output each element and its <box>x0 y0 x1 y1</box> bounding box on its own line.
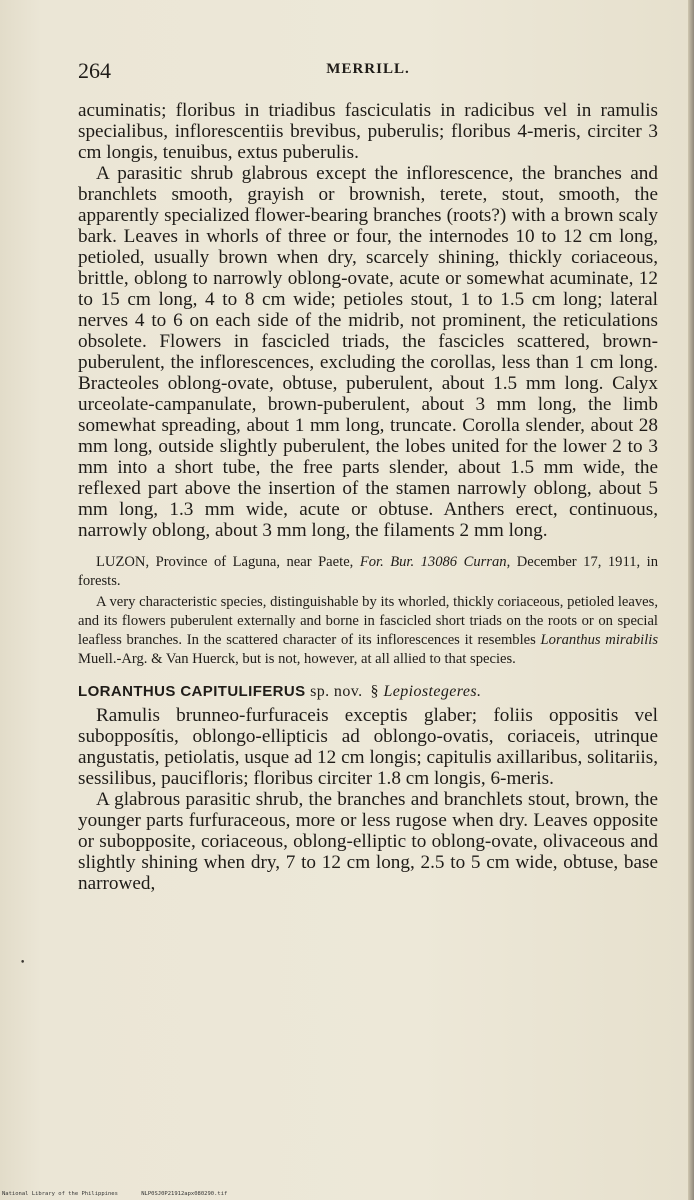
section-name: Lepiostegeres. <box>383 683 482 700</box>
specimen-collection: For. Bur. 13086 Curran <box>359 554 507 570</box>
margin-mark-icon: • <box>20 958 26 968</box>
scan-footer <box>2 1191 422 1197</box>
latin-diagnosis-continued: acuminatis; floribus in triadibus fasciculatis in radicibus vel in ramulis specialibus, inflorescentiis brevibus, puberulis; floribus 4-meris, circiter 3 cm longis, tenuibus, extus puberulis. <box>78 100 658 163</box>
note-species-name: Loranthus mirabilis <box>540 632 659 648</box>
specimen-locality: , Province of Laguna, near Paete, <box>145 554 360 570</box>
species-description: A parasitic shrub glabrous except the inflorescence, the branches and branchlets smooth, grayish or brownish, terete, stout, smooth, the apparently specialized flower-bearing branches (roots?) with a brown scaly bark. Leaves in whorls of three or four, the internodes 10 to 12 cm long, petioled, usually brown when dry, scarcely shining, thickly coriaceous, brittle, oblong to narrowly oblong-ovate, acute or somewhat acuminate, 12 to 15 cm long, 4 to 8 cm wide; petioles stout, 1 to 1.5 cm long; lateral nerves 4 to 6 on each side of the midrib, not prominent, the reticulations obsolete. Flowers in fascicled triads, the fascicles scattered, brown-puberulent, the inflorescences, excluding the corollas, less than 1 cm long. Bracteoles oblong-ovate, obtuse, puberulent, about 1.5 mm long. Calyx urceolate-campanulate, brown-puberulent, about 3 mm long, the limb somewhat spreading, about 1 mm long, truncate. Corolla slender, about 28 mm long, outside slightly puberulent, the lobes united for the lower 2 to 3 mm into a short tube, the free parts slender, about 1.5 mm wide, the reflexed part above the insertion of the stamen narrowly oblong, about 5 mm long, 1.3 mm wide, acute or obtuse. Anthers erect, continuous, narrowly oblong, about 3 mm long, the filaments 2 mm long. <box>78 163 658 541</box>
footer-file: NLP0SJ0P21912apx080290.tif <box>141 1191 228 1197</box>
note-text-1: A very characteristic species, distinguishable by its whorled, thickly coriaceous, petioled leaves, and its flowers puberulent externally and borne in fascicled short triads on the roots or on special leafless branches. In the scattered character of its inflorescences it resembles <box>78 594 658 648</box>
note-text-2: Muell.-Arg. & Van Huerck, but is not, however, at all allied to that species. <box>78 651 516 667</box>
species-name: LORANTHUS CAPITULIFERUS <box>78 683 306 700</box>
page-number: 264 <box>78 58 111 83</box>
specimen-place: LUZON <box>96 554 146 570</box>
page-edge-shadow <box>688 0 694 1200</box>
running-head: MERRILL. <box>326 61 410 77</box>
footer-library: National Library of the Philippines <box>2 1191 118 1197</box>
species-note <box>78 593 658 669</box>
specimen-citation <box>78 553 658 591</box>
latin-diagnosis: Ramulis brunneo-furfuraceis exceptis glaber; foliis oppositis vel subopposítis, oblongo-ellipticis ad oblongo-ovatis, coriaceis, utrinque angustatis, petiolatis, usque ad 12 cm longis; capitulis axillaribus, solitariis, sessilibus, paucifloris; floribus circiter 1.8 cm longis, 6-meris. <box>78 705 658 789</box>
species-heading <box>78 683 658 701</box>
page-header <box>78 58 658 88</box>
species-status: sp. nov. <box>310 683 363 700</box>
specimen-date: , December 17, 1911, in forests. <box>78 554 659 589</box>
section-symbol: § <box>370 683 379 700</box>
species-description-2: A glabrous parasitic shrub, the branches and branchlets stout, brown, the younger parts furfuraceous, more or less rugose when dry. Leaves opposite or subopposite, coriaceous, oblong-elliptic to oblong-ovate, olivaceous and slightly shining when dry, 7 to 12 cm long, 2.5 to 5 cm wide, obtuse, base narrowed, <box>78 789 658 894</box>
page-body <box>78 100 658 894</box>
